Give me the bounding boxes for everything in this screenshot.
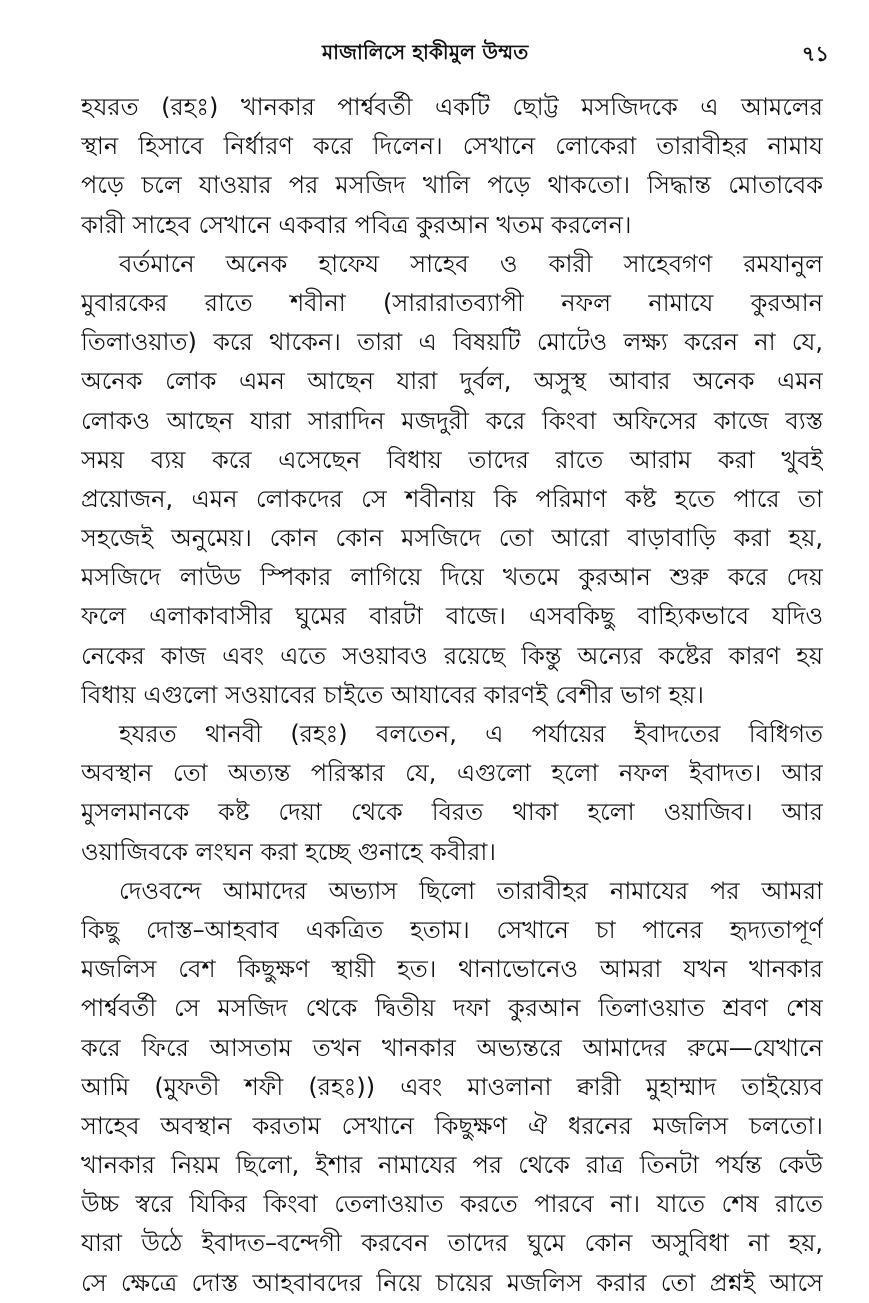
text-line: পার্শ্ববর্তী সে মসজিদ থেকে দ্বিতীয় দফা কুরআন তিলাওয়াত শ্রবণ শেষ xyxy=(81,994,823,1023)
text-line: নেকের কাজ এবং এতে সওয়াবও রয়েছে কিন্তু অন্যের কষ্টের কারণ হয় xyxy=(81,641,823,670)
text-line: কারী সাহেব সেখানে একবার পবিত্র কুরআন খতম করলেন। xyxy=(81,210,632,239)
text-line: সে ক্ষেত্রে দোস্ত আহবাবদের নিয়ে চায়ের মজলিস করার তো প্রশ্নই আসে xyxy=(81,1268,823,1297)
text-line: সাহেব অবস্থান করতাম সেখানে কিছুক্ষণ ঐ ধরনের মজলিস চলতো। xyxy=(81,1111,823,1140)
text-line: মুবারকের রাতে শবীনা (সারারাতব্যাপী নফল নামাযে কুরআন xyxy=(81,288,823,317)
text-line: ওয়াজিবকে লংঘন করা হচ্ছে গুনাহে কবীরা। xyxy=(81,837,496,866)
text-line: খানকার নিয়ম ছিলো, ইশার নামাযের পর থেকে রাত্র তিনটা পর্যন্ত কেউ xyxy=(81,1151,823,1180)
text-line: যারা উঠে ইবাদত–বন্দেগী করবেন তাদের ঘুমে কোন অসুবিধা না হয়, xyxy=(81,1229,823,1258)
text-line: সহজেই অনুমেয়। কোন কোন মসজিদে তো আরো বাড়াবাড়ি করা হয়, xyxy=(81,524,823,553)
text-line: প্রয়োজন, এমন লোকদের সে শবীনায় কি পরিমাণ কষ্ট হতে পারে তা xyxy=(81,484,823,513)
text-line: বিধায় এগুলো সওয়াবের চাইতে আযাবের কারণই বেশীর ভাগ হয়। xyxy=(81,680,704,709)
paragraph-3 xyxy=(81,715,823,872)
text-line: স্থান হিসাবে নির্ধারণ করে দিলেন। সেখানে লোকেরা তারাবীহর নামায xyxy=(81,132,823,161)
text-line: অবস্থান তো অত্যন্ত পরিস্কার যে, এগুলো হলো নফল ইবাদত। আর xyxy=(81,759,823,788)
paragraph-1 xyxy=(81,88,823,245)
paragraph-4 xyxy=(81,872,823,1303)
text-line: মজলিস বেশ কিছুক্ষণ স্থায়ী হত। থানাভোনেও আমরা যখন খানকার xyxy=(81,955,823,984)
text-line: পড়ে চলে যাওয়ার পর মসজিদ খালি পড়ে থাকতো। সিদ্ধান্ত মোতাবেক xyxy=(81,171,823,200)
text-line: করে ফিরে আসতাম তখন খানকার অভ্যন্তরে আমাদের রুমে—যেখানে xyxy=(81,1033,823,1062)
body-text xyxy=(81,88,823,1303)
text-line: হযরত (রহঃ) খানকার পার্শ্ববর্তী একটি ছোট্ট মসজিদকে এ আমলের xyxy=(81,93,823,121)
text-line: হযরত থানবী (রহঃ) বলতেন, এ পর্যায়ের ইবাদতের বিধিগত xyxy=(119,720,823,748)
text-line: উচ্চ স্বরে যিকির কিংবা তেলাওয়াত করতে পারবে না। যাতে শেষ রাতে xyxy=(81,1190,823,1219)
text-line: দেওবন্দে আমাদের অভ্যাস ছিলো তারাবীহর নামাযের পর আমরা xyxy=(119,876,823,905)
running-header-title: মাজালিসে হাকীমুল উম্মত xyxy=(322,40,529,64)
text-line: কিছু দোস্ত–আহবাব একত্রিত হতাম। সেখানে চা পানের হৃদ্যতাপূর্ণ xyxy=(81,915,823,944)
text-line: অনেক লোক এমন আছেন যারা দুর্বল, অসুস্থ আবার অনেক এমন xyxy=(81,367,823,396)
text-line: তিলাওয়াত) করে থাকেন। তারা এ বিষয়টি মোটেও লক্ষ্য করেন না যে, xyxy=(81,328,823,357)
text-line: মুসলমানকে কষ্ট দেয়া থেকে বিরত থাকা হলো ওয়াজিব। আর xyxy=(81,798,823,827)
paragraph-2 xyxy=(81,245,823,715)
text-line: লোকও আছেন যারা সারাদিন মজদুরী করে কিংবা অফিসের কাজে ব্যস্ত xyxy=(81,406,823,435)
text-line: ফলে এলাকাবাসীর ঘুমের বারটা বাজে। এসবকিছু বাহ্যিকভাবে যদিও xyxy=(81,602,823,631)
page-number: ৭১ xyxy=(801,42,829,66)
text-line: বর্তমানে অনেক হাফেয সাহেব ও কারী সাহেবগণ রমযানুল xyxy=(119,249,823,278)
text-line: মসজিদে লাউড স্পিকার লাগিয়ে দিয়ে খতমে কুরআন শুরু করে দেয় xyxy=(81,563,823,592)
text-line: সময় ব্যয় করে এসেছেন বিধায় তাদের রাতে আরাম করা খুবই xyxy=(81,445,823,474)
text-line: আমি (মুফতী শফী (রহঃ)) এবং মাওলানা ক্বারী মুহাম্মাদ তাইয়্যেব xyxy=(81,1072,823,1101)
